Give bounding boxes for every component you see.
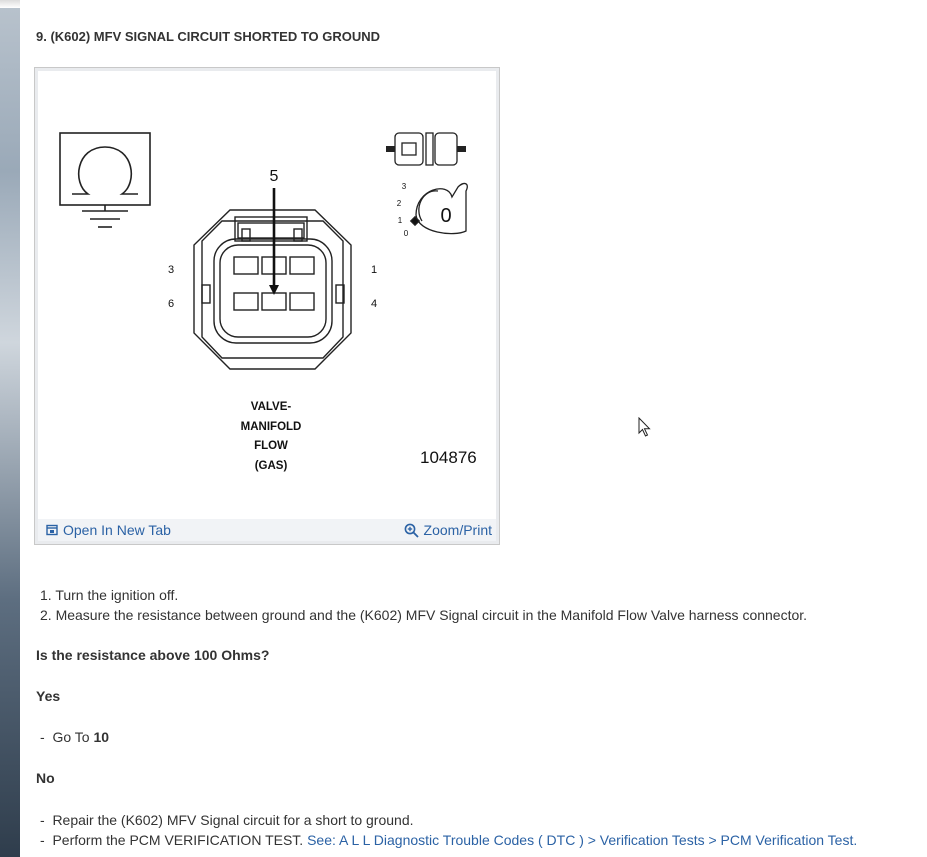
instruction-item: 2. Measure the resistance between ground and the (K602) MFV Signal circuit in the Manifold Flow Valve harness connector. <box>40 607 808 623</box>
instruction-item: 1. Turn the ignition off. <box>40 587 179 603</box>
zoom-print-link[interactable] <box>404 522 492 538</box>
open-in-new-tab-label: Open In New Tab <box>63 522 171 538</box>
pin-label-center: 5 <box>269 168 279 185</box>
svg-text:(GAS): (GAS) <box>254 460 288 472</box>
ignition-pos-2: 2 <box>396 199 402 208</box>
document-content <box>20 0 927 857</box>
figure-id: 104876 <box>420 448 477 467</box>
desktop-background <box>0 0 20 857</box>
diagram-figure <box>34 67 500 545</box>
connector-diagram <box>38 71 496 519</box>
ignition-pos-3: 3 <box>401 182 407 191</box>
svg-text:FLOW: FLOW <box>254 440 288 452</box>
ignition-pos-0: 0 <box>403 229 409 238</box>
mouse-pointer-icon <box>638 417 652 443</box>
pin-label-right-bottom: 4 <box>370 298 378 310</box>
no-actions <box>40 811 857 851</box>
instruction-list <box>40 586 807 626</box>
yes-heading: Yes <box>36 688 61 704</box>
zoom-print-label: Zoom/Print <box>423 522 492 538</box>
no-action-verify <box>40 831 857 851</box>
pcm-verification-test-link[interactable]: See: A L L Diagnostic Trouble Codes ( DTC ) > Verification Tests > PCM Verification Test. <box>307 832 858 848</box>
no-heading: No <box>36 770 55 786</box>
open-in-new-tab-link[interactable] <box>46 522 171 538</box>
ignition-pos-1: 1 <box>397 216 403 225</box>
yes-action-target: 10 <box>93 729 110 745</box>
svg-text:MANIFOLD: MANIFOLD <box>240 421 302 433</box>
no-action-verify-prefix: - Perform the PCM VERIFICATION TEST. <box>40 832 308 848</box>
ignition-key-position-label: 0 <box>440 205 452 227</box>
figure-footer <box>38 519 496 541</box>
zoom-magnifier-icon <box>404 523 419 538</box>
open-new-tab-icon <box>46 524 58 536</box>
yes-action-prefix: - Go To <box>40 729 94 745</box>
ignition-key-icon <box>411 184 468 234</box>
pin-label-left-bottom: 6 <box>167 298 175 310</box>
ohmmeter-icon <box>60 133 150 227</box>
svg-text:VALVE-: VALVE- <box>250 401 292 413</box>
component-caption <box>241 401 302 472</box>
yes-action <box>40 729 109 745</box>
no-action-repair: - Repair the (K602) MFV Signal circuit for a short to ground. <box>40 812 414 828</box>
question-text: Is the resistance above 100 Ohms? <box>36 647 270 663</box>
disconnected-connector-icon <box>386 133 466 165</box>
pin-label-left-top: 3 <box>167 264 175 276</box>
step-title: 9. (K602) MFV SIGNAL CIRCUIT SHORTED TO GROUND <box>36 29 381 44</box>
diagram-canvas <box>38 71 496 519</box>
pin-label-right-top: 1 <box>370 264 378 276</box>
